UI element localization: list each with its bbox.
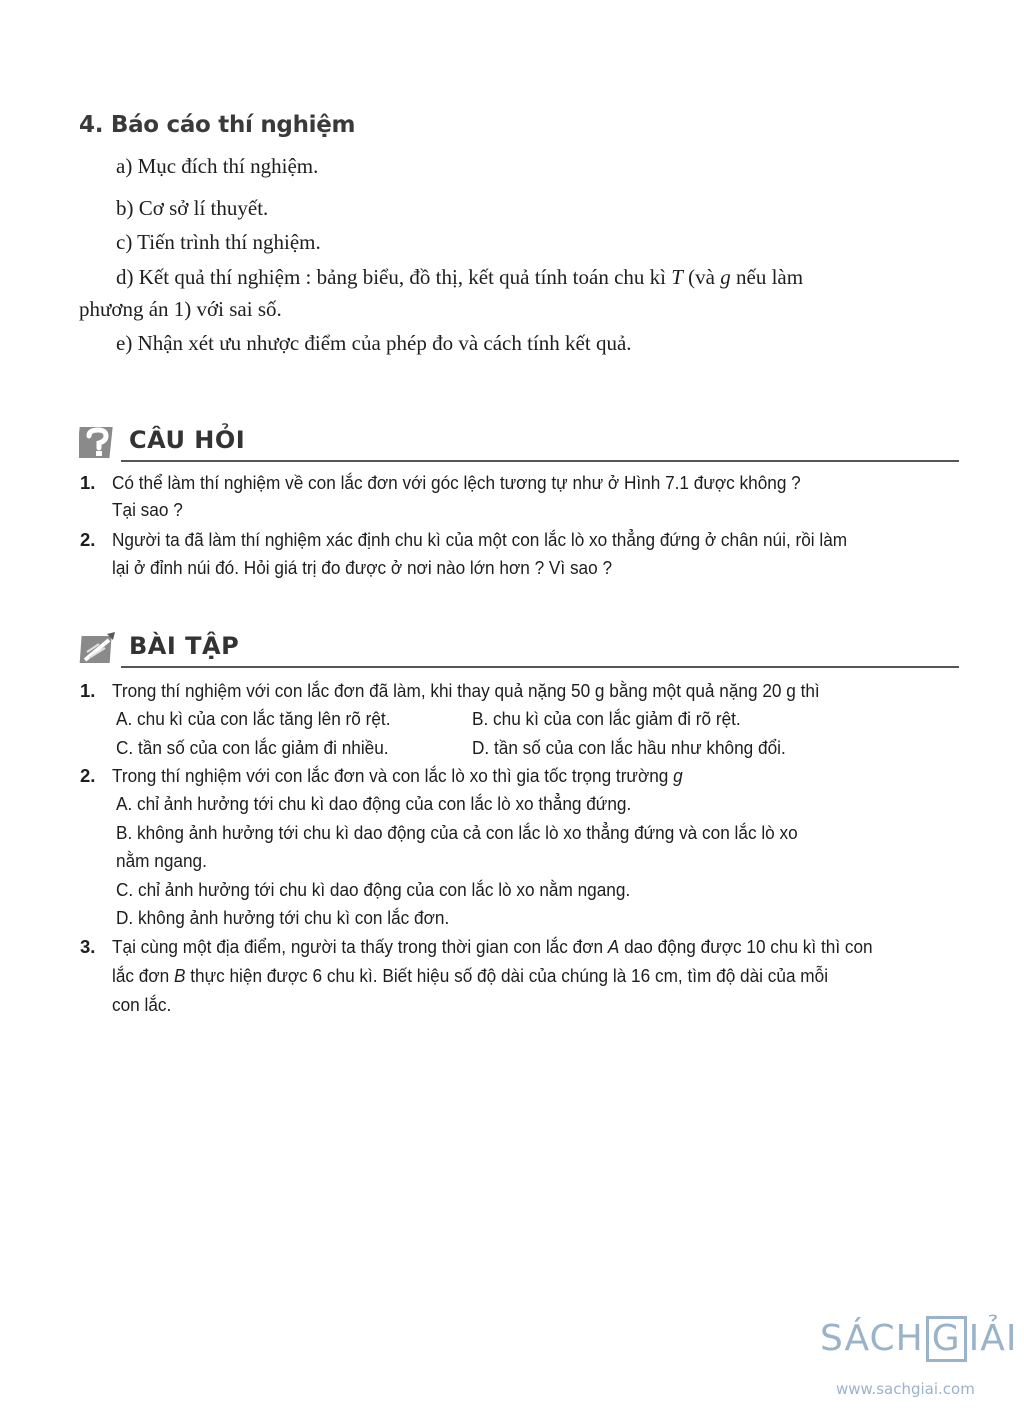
question-1-line2: Tại sao ? [112, 499, 183, 520]
watermark-brand [820, 1316, 1018, 1362]
exercise-3-number: 3. [80, 936, 96, 957]
header-rule [121, 460, 959, 462]
exercise-1-option-a: A. chu kì của con lắc tăng lên rõ rệt. [116, 708, 391, 729]
exercise-3-text-cont: thực hiện được 6 chu kì. Biết hiệu số độ dài của chúng là 16 cm, tìm độ dài của mỗi [185, 965, 829, 986]
exercises-header [79, 628, 959, 668]
pendulum-a-label: A [607, 936, 620, 957]
questions-title: CÂU HỎI [129, 426, 246, 454]
exercise-3-text-cont: dao động được 10 chu kì thì con [619, 936, 873, 957]
report-item-d-line1 [116, 265, 803, 290]
exercise-1-option-c: C. tần số của con lắc giảm đi nhiều. [116, 737, 389, 758]
exercise-3-text: lắc đơn [112, 965, 174, 986]
exercise-1-stem: Trong thí nghiệm với con lắc đơn đã làm, khi thay quả nặng 50 g bằng một quả nặng 20 g thì [112, 680, 820, 701]
question-1-line1: Có thể làm thí nghiệm về con lắc đơn với góc lệch tương tự như ở Hình 7.1 được không ? [112, 472, 801, 493]
exercise-3-line1 [112, 936, 873, 958]
exercise-3-line2 [112, 965, 828, 987]
gravity-symbol: g [673, 765, 683, 786]
header-rule [121, 666, 959, 668]
report-item-d-text: d) Kết quả thí nghiệm : bảng biểu, đồ thị, kết quả tính toán chu kì [116, 265, 672, 289]
question-2-line1: Người ta đã làm thí nghiệm xác định chu kì của một con lắc lò xo thẳng đứng ở chân núi, rồi làm [112, 529, 848, 550]
exercise-1-option-b: B. chu kì của con lắc giảm đi rõ rệt. [472, 708, 741, 729]
report-item-c: c) Tiến trình thí nghiệm. [116, 230, 321, 254]
exercise-2-option-a: A. chỉ ảnh hưởng tới chu kì dao động của con lắc lò xo thẳng đứng. [116, 793, 632, 814]
watermark-brand-box: G [926, 1316, 967, 1362]
exercise-2-stem-text: Trong thí nghiệm với con lắc đơn và con lắc lò xo thì gia tốc trọng trường [112, 765, 674, 786]
pendulum-b-label: B [173, 965, 186, 986]
watermark-brand-right: IẢI [968, 1318, 1018, 1359]
exercise-1-number: 1. [80, 680, 96, 701]
exercise-2-number: 2. [80, 765, 96, 786]
exercise-2-option-c: C. chỉ ảnh hưởng tới chu kì dao động của con lắc lò xo nằm ngang. [116, 879, 631, 900]
exercises-title: BÀI TẬP [129, 632, 240, 660]
questions-header [79, 422, 959, 462]
report-item-d-text-end: nếu làm [730, 265, 804, 289]
report-item-b: b) Cơ sở lí thuyết. [116, 196, 269, 220]
pencil-book-icon [79, 630, 117, 666]
exercise-2-option-b-line2: nằm ngang. [116, 850, 207, 871]
watermark-brand-left: SÁCH [820, 1318, 924, 1359]
question-mark-icon [79, 424, 117, 460]
section-4-title: 4. Báo cáo thí nghiệm [79, 112, 356, 138]
exercise-2-option-d: D. không ảnh hưởng tới chu kì con lắc đơn. [116, 907, 450, 928]
watermark-url: www.sachgiai.com [836, 1380, 975, 1398]
exercise-3-line3: con lắc. [112, 994, 172, 1015]
gravity-symbol: g [720, 265, 731, 289]
exercise-1-option-d: D. tần số của con lắc hầu như không đổi. [472, 737, 786, 758]
question-2-line2: lại ở đỉnh núi đó. Hỏi giá trị đo được ở nơi nào lớn hơn ? Vì sao ? [112, 557, 613, 578]
report-item-a: a) Mục đích thí nghiệm. [116, 154, 319, 178]
report-item-e: e) Nhận xét ưu nhược điểm của phép đo và cách tính kết quả. [116, 331, 632, 355]
question-2-number: 2. [80, 529, 96, 550]
exercise-3-text: Tại cùng một địa điểm, người ta thấy trong thời gian con lắc đơn [112, 936, 608, 957]
exercise-2-option-b-line1: B. không ảnh hưởng tới chu kì dao động của cả con lắc lò xo thẳng đứng và con lắc lò xo [116, 822, 798, 843]
question-1-number: 1. [80, 472, 96, 493]
report-item-d-text-mid: (và [682, 265, 721, 289]
period-symbol: T [671, 265, 683, 289]
report-item-d-line2: phương án 1) với sai số. [79, 297, 282, 321]
exercise-2-stem [112, 765, 683, 787]
